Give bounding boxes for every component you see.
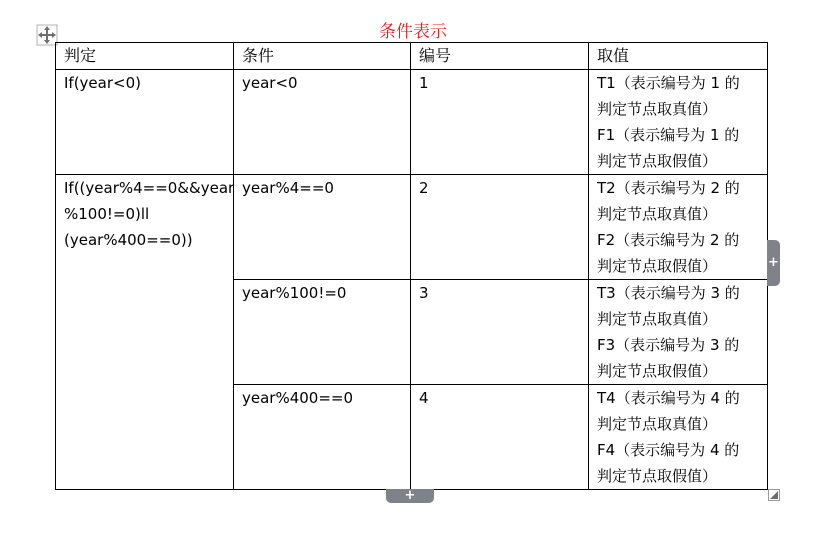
value-line: F4（表示编号为 4 的 xyxy=(597,441,740,459)
value-line: 判定节点取真值） xyxy=(597,205,718,223)
value-line: T2（表示编号为 2 的 xyxy=(597,179,740,197)
value-line: 判定节点取真值） xyxy=(597,100,718,118)
value-line: 判定节点取假值） xyxy=(597,362,718,380)
condition-table xyxy=(55,42,768,490)
number-cell[interactable]: 2 xyxy=(411,175,589,280)
value-line: 判定节点取假值） xyxy=(597,152,718,170)
value-line: F1（表示编号为 1 的 xyxy=(597,126,740,144)
value-line: T1（表示编号为 1 的 xyxy=(597,74,740,92)
value-cell[interactable] xyxy=(589,70,768,175)
header-judgment[interactable]: 判定 xyxy=(56,43,234,70)
value-line: T3（表示编号为 3 的 xyxy=(597,284,740,302)
value-line: 判定节点取真值） xyxy=(597,310,718,328)
value-cell[interactable] xyxy=(589,280,768,385)
condition-cell[interactable]: year<0 xyxy=(234,70,411,175)
value-line: 判定节点取真值） xyxy=(597,415,718,433)
table-caption: 条件表示 xyxy=(379,22,447,42)
value-line: F2（表示编号为 2 的 xyxy=(597,231,740,249)
number-cell[interactable]: 1 xyxy=(411,70,589,175)
header-condition[interactable]: 条件 xyxy=(234,43,411,70)
table-resize-icon[interactable] xyxy=(768,489,780,501)
number-cell[interactable]: 4 xyxy=(411,385,589,490)
header-row xyxy=(56,43,768,70)
table-row xyxy=(56,70,768,175)
value-line: 判定节点取假值） xyxy=(597,257,718,275)
value-line: F3（表示编号为 3 的 xyxy=(597,336,740,354)
value-cell[interactable] xyxy=(589,175,768,280)
value-line: T4（表示编号为 4 的 xyxy=(597,389,740,407)
value-line: 判定节点取假值） xyxy=(597,467,718,485)
judgment-cell[interactable]: If(year<0) xyxy=(56,70,234,175)
add-column-button[interactable]: + xyxy=(767,240,780,286)
header-number[interactable]: 编号 xyxy=(411,43,589,70)
add-row-button[interactable]: + xyxy=(386,489,434,503)
number-cell[interactable]: 3 xyxy=(411,280,589,385)
condition-cell[interactable]: year%4==0 xyxy=(234,175,411,280)
judgment-line: %100!=0)ll xyxy=(64,205,150,223)
judgment-line: If((year%4==0&&year xyxy=(64,179,235,197)
header-value[interactable]: 取值 xyxy=(589,43,768,70)
table-row xyxy=(56,175,768,280)
judgment-line: (year%400==0)) xyxy=(64,231,193,249)
condition-cell[interactable]: year%100!=0 xyxy=(234,280,411,385)
condition-cell[interactable]: year%400==0 xyxy=(234,385,411,490)
value-cell[interactable] xyxy=(589,385,768,490)
judgment-cell[interactable] xyxy=(56,175,234,490)
